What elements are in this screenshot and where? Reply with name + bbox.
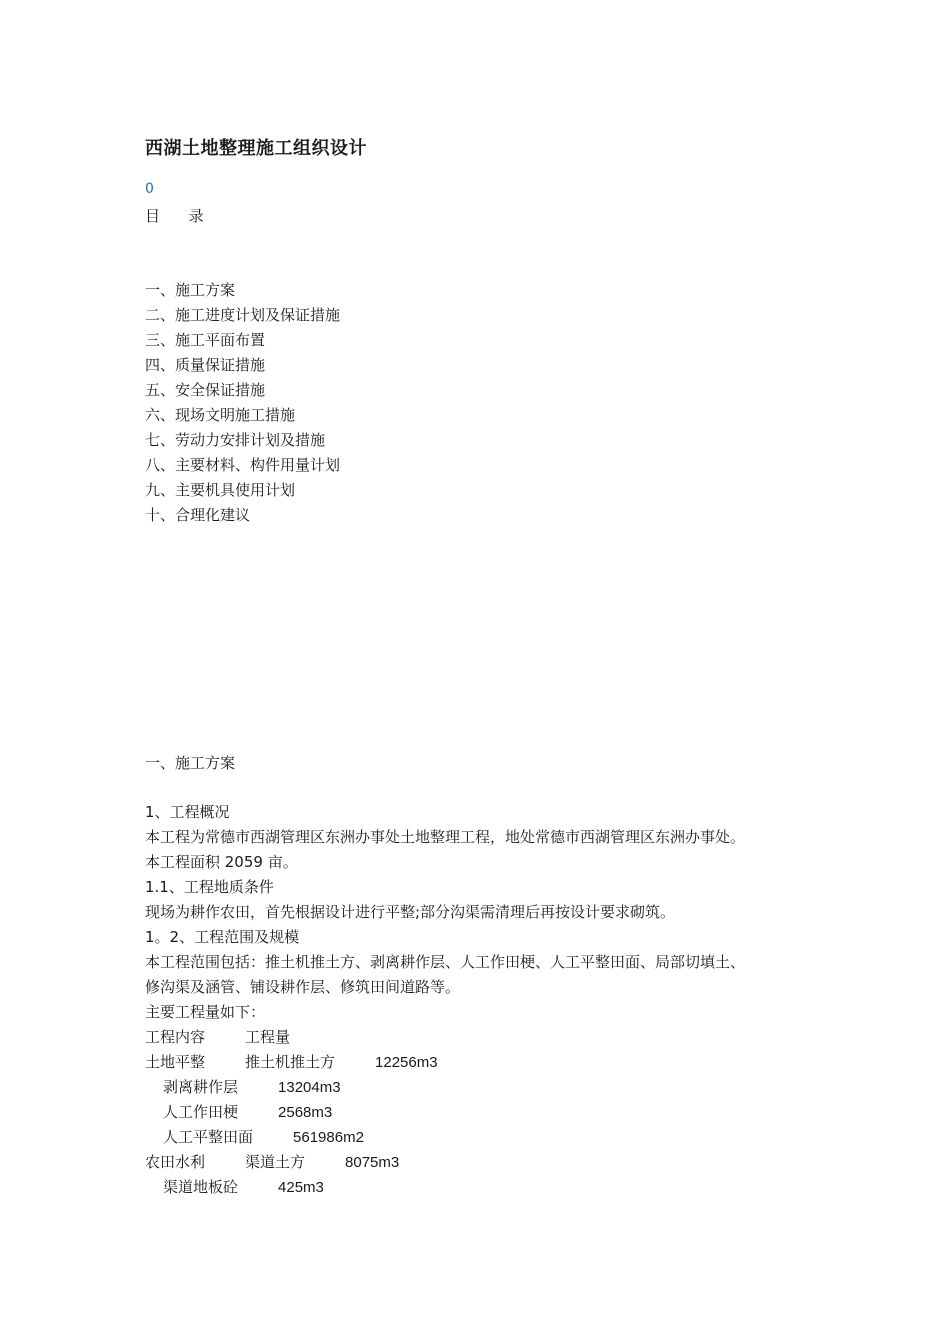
section-heading: 一、施工方案 bbox=[145, 754, 236, 772]
quantity-item: 人工平整田面 bbox=[163, 1128, 254, 1146]
quantity-amount: 2568m3 bbox=[278, 1104, 333, 1121]
quantity-item: 人工作田梗 bbox=[163, 1103, 239, 1121]
header-cell: 工程内容 bbox=[145, 1028, 206, 1046]
geology-heading: 1.1、工程地质条件 bbox=[145, 878, 274, 896]
toc-item: 六、现场文明施工措施 bbox=[145, 406, 296, 424]
document-title: 西湖土地整理施工组织设计 bbox=[145, 138, 367, 159]
quantity-amount: 12256m3 bbox=[375, 1054, 438, 1071]
quantity-group: 土地平整 bbox=[145, 1053, 206, 1071]
quantity-row bbox=[145, 1177, 835, 1202]
quantity-amount: 561986m2 bbox=[293, 1129, 364, 1146]
quantity-row bbox=[145, 1077, 835, 1102]
toc-item: 五、安全保证措施 bbox=[145, 381, 266, 399]
quantity-item: 剥离耕作层 bbox=[163, 1078, 239, 1096]
toc-item: 十、合理化建议 bbox=[145, 506, 251, 524]
scope-text-line: 本工程范围包括：推土机推土方、剥离耕作层、人工作田梗、人工平整田面、局部切填土、 bbox=[145, 953, 746, 971]
toc-item: 九、主要机具使用计划 bbox=[145, 481, 296, 499]
toc-marker: 0 bbox=[145, 181, 154, 197]
scope-text-line: 修沟渠及涵管、铺设耕作层、修筑田间道路等。 bbox=[145, 978, 461, 996]
toc-item: 三、施工平面布置 bbox=[145, 331, 266, 349]
scope-heading: 1。2、工程范围及规模 bbox=[145, 928, 300, 946]
quantity-table-header bbox=[145, 1027, 835, 1052]
toc-item: 二、施工进度计划及保证措施 bbox=[145, 306, 341, 324]
quantities-intro: 主要工程量如下： bbox=[145, 1003, 266, 1021]
toc-item: 八、主要材料、构件用量计划 bbox=[145, 456, 341, 474]
toc-item: 一、施工方案 bbox=[145, 281, 236, 299]
toc-item: 七、劳动力安排计划及措施 bbox=[145, 431, 326, 449]
quantity-amount: 425m3 bbox=[278, 1179, 324, 1196]
quantity-row bbox=[145, 1052, 835, 1077]
quantity-item: 渠道地板砼 bbox=[163, 1178, 239, 1196]
quantity-row bbox=[145, 1127, 835, 1152]
quantity-amount: 13204m3 bbox=[278, 1079, 341, 1096]
table-of-contents bbox=[145, 280, 340, 530]
quantity-item: 推土机推土方 bbox=[245, 1053, 336, 1071]
quantity-row bbox=[145, 1102, 835, 1127]
overview-text-line: 本工程为常德市西湖管理区东洲办事处土地整理工程，地处常德市西湖管理区东洲办事处。 bbox=[145, 828, 746, 846]
header-cell: 工程量 bbox=[245, 1028, 291, 1046]
geology-text: 现场为耕作农田，首先根据设计进行平整;部分沟渠需清理后再按设计要求砌筑。 bbox=[145, 903, 676, 921]
overview-heading: 1、工程概况 bbox=[145, 803, 230, 821]
toc-item: 四、质量保证措施 bbox=[145, 356, 266, 374]
quantity-group: 农田水利 bbox=[145, 1153, 206, 1171]
toc-heading: 目 录 bbox=[145, 207, 204, 225]
overview-text-line: 本工程面积 2059 亩。 bbox=[145, 853, 298, 871]
quantity-item: 渠道土方 bbox=[245, 1153, 306, 1171]
quantity-amount: 8075m3 bbox=[345, 1154, 400, 1171]
section-body bbox=[145, 802, 835, 1202]
quantity-row bbox=[145, 1152, 835, 1177]
